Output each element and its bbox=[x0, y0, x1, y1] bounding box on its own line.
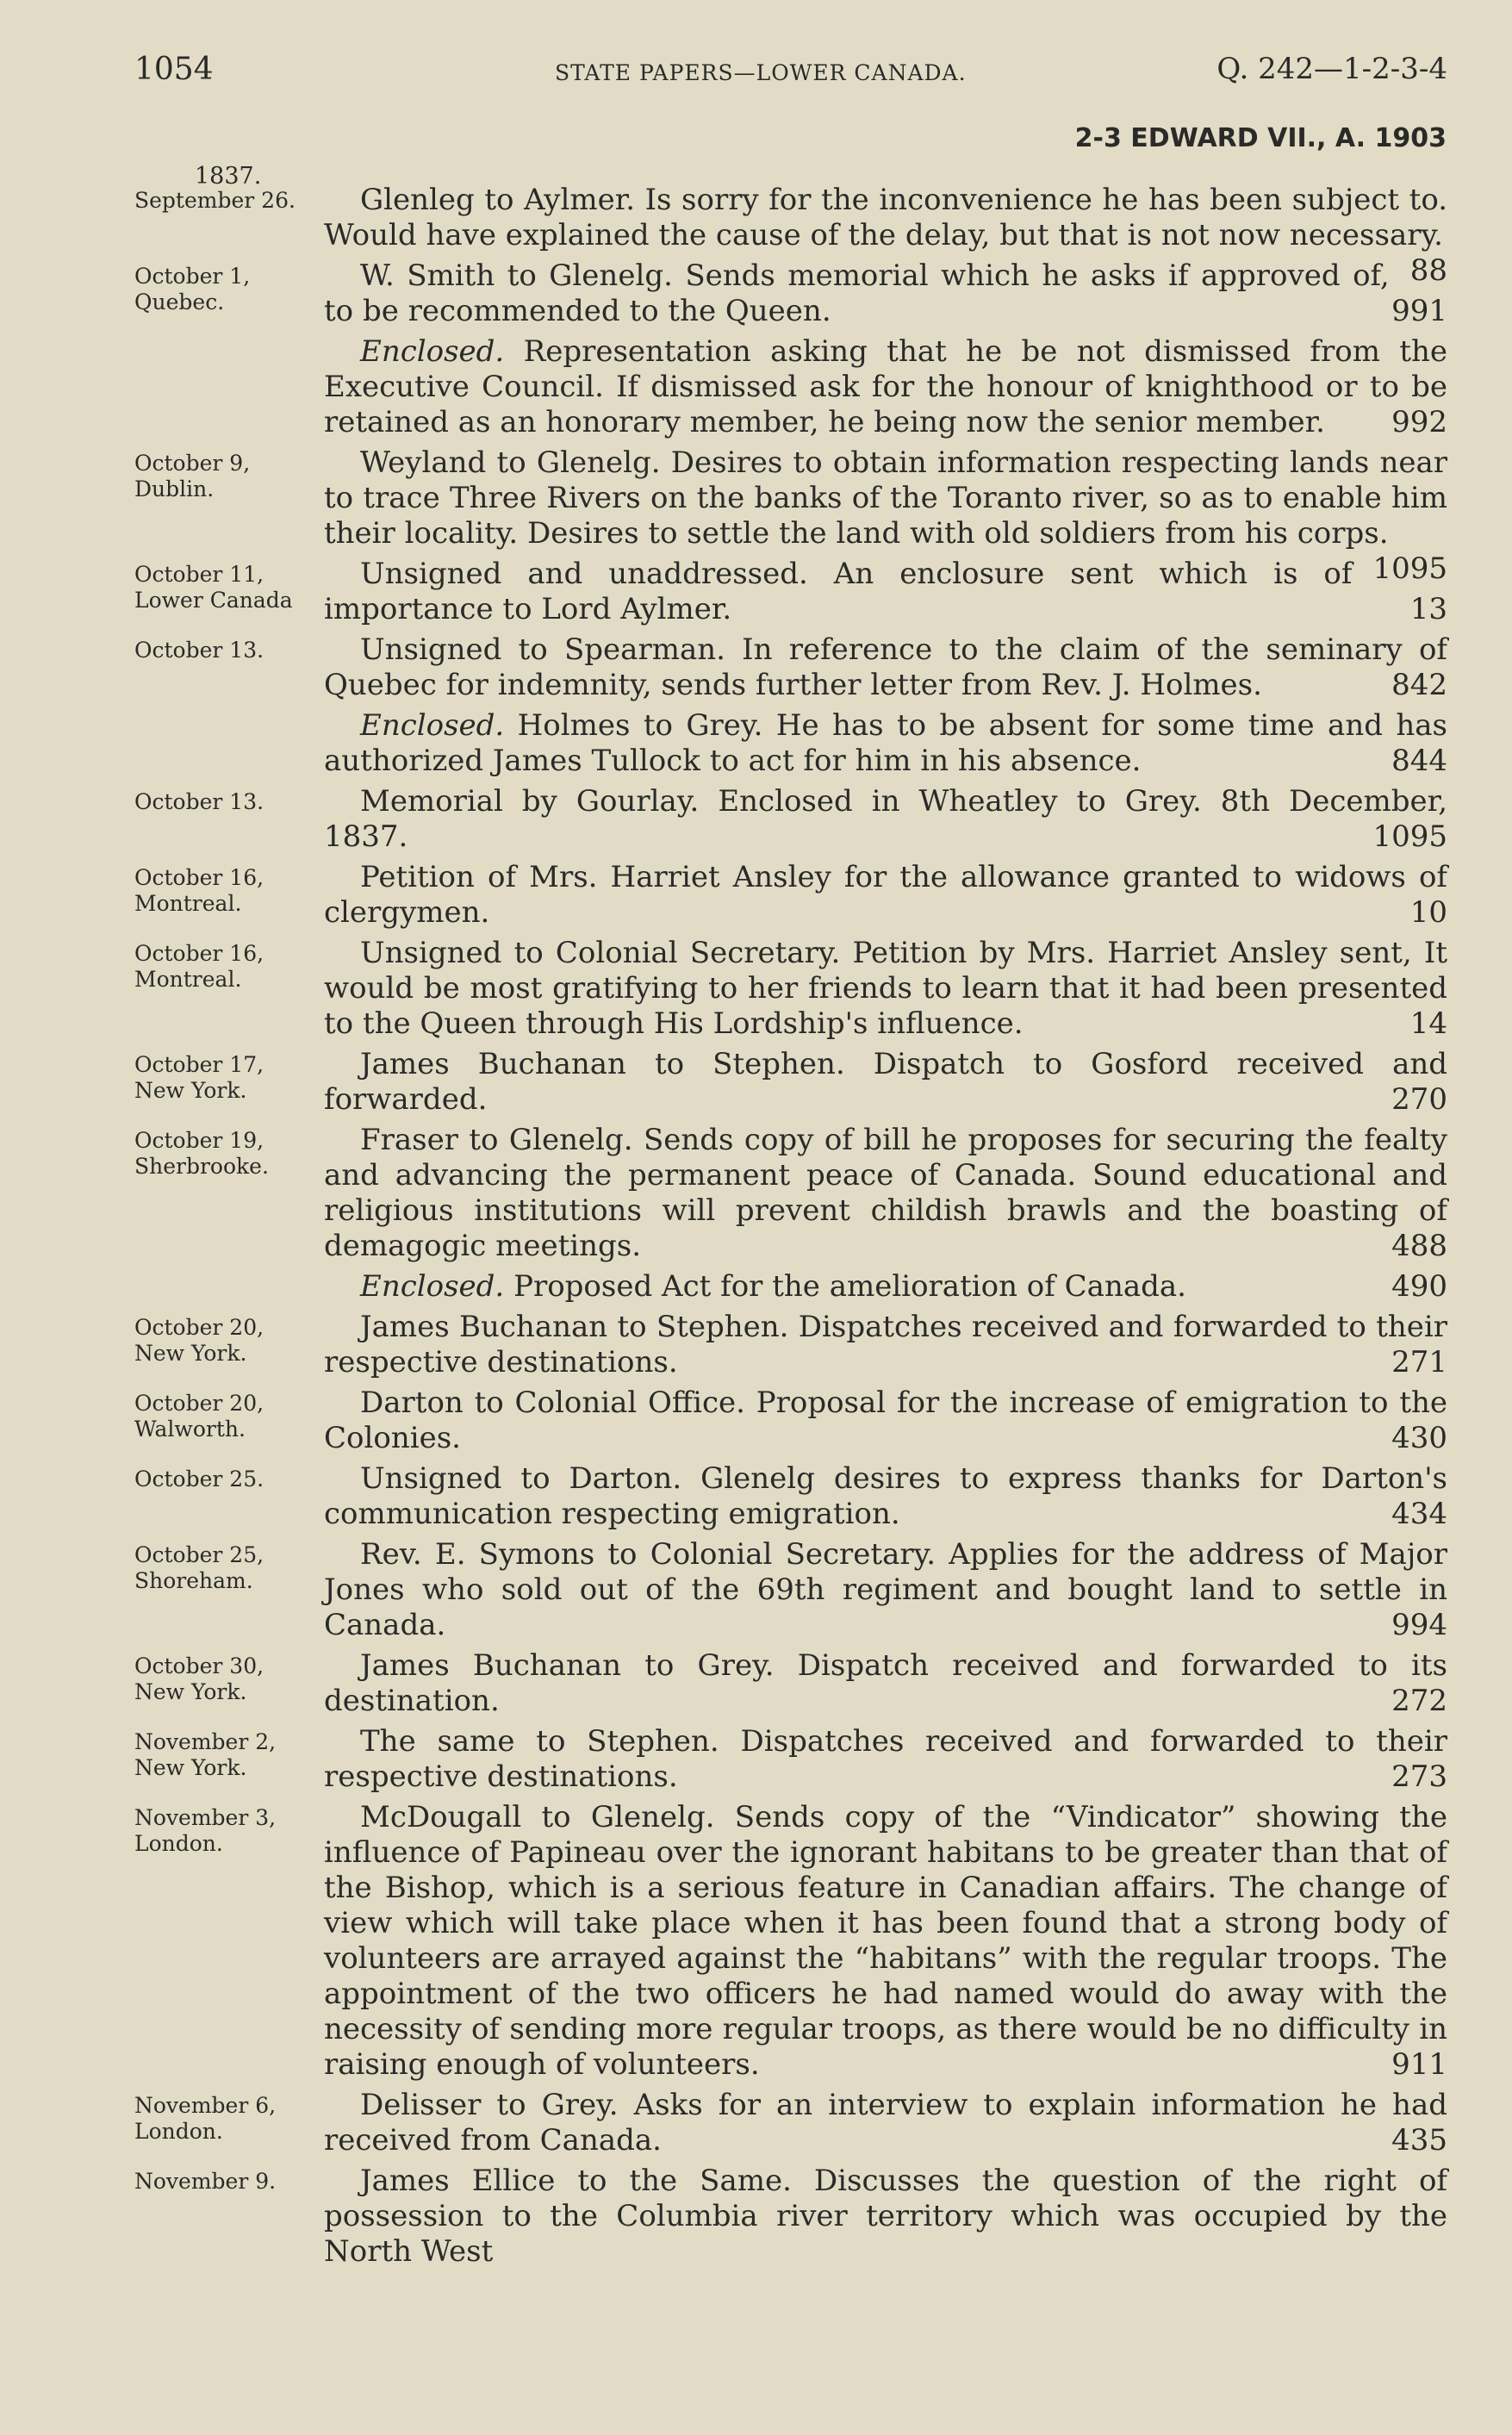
entry-text bbox=[324, 632, 1447, 703]
entry-text bbox=[324, 1800, 1447, 2083]
entry bbox=[134, 1386, 1447, 1456]
entry-page-ref: 844 bbox=[1391, 744, 1447, 778]
entry-date bbox=[134, 562, 315, 613]
entry-lead: Enclosed. bbox=[360, 1269, 514, 1304]
entry-page-ref: 270 bbox=[1391, 1082, 1447, 1117]
entry-date-line: October 13. bbox=[134, 789, 264, 814]
entry-date-line: October 20, bbox=[134, 1315, 264, 1340]
entry-date-line: New York. bbox=[134, 1679, 247, 1704]
entry-body: Glenleg to Aylmer. Is sorry for the inconvenience he has been subject to. Would have explained the cause of the delay, but that is not now necessary. bbox=[324, 183, 1447, 252]
entry-body: Fraser to Glenelg. Sends copy of bill he proposes for securing the fealty and advancing the permanent peace of Canada. Sound educational and religious institutions will prevent childish brawls and the boasting of demagogic meetings. bbox=[324, 1123, 1447, 1263]
entry-date-line: Shoreham. bbox=[134, 1568, 253, 1593]
entry-date-line: October 25. bbox=[134, 1467, 264, 1492]
entry-date bbox=[134, 2169, 315, 2195]
entry bbox=[134, 1537, 1447, 1643]
entry-text bbox=[324, 334, 1447, 440]
year-label: 1837. bbox=[195, 163, 262, 190]
entry-text bbox=[324, 1648, 1447, 1719]
page-number: 1054 bbox=[134, 52, 214, 87]
entry-body: W. Smith to Glenelg. Sends memorial which he asks if approved of, to be recommended to the Queen. bbox=[324, 258, 1390, 328]
volume-reference: Q. 242—1-2-3-4 bbox=[1216, 52, 1447, 86]
entry bbox=[134, 708, 1447, 779]
entry-date-line: October 16, bbox=[134, 865, 264, 890]
entry-page-ref: 272 bbox=[1391, 1684, 1447, 1718]
entry-body: Weyland to Glenelg. Desires to obtain information respecting lands near to trace Three Rivers on the banks of the Toranto river, so as to enable him their locality. Desires to settle the land with old soldiers from his corps. bbox=[324, 445, 1447, 551]
entry-body: The same to Stephen. Dispatches received and forwarded to their respective destinations. bbox=[324, 1724, 1447, 1794]
entry-body: James Ellice to the Same. Discusses the question of the right of possession to the Columbia river territory which was occupied by the North West bbox=[324, 2164, 1447, 2269]
entry-body: McDougall to Glenelg. Sends copy of the “Vindicator” showing the influence of Papineau over the ignorant habitans to be greater than that of the Bishop, which is a serious feature in Canadian affairs. The change of view which will take place when it has been found that a strong body of volunteers are arrayed against the “habitans” with the regular troops. The appointment of the two officers he had named would do away with the necessity of sending more regular troops, as there would be no difficulty in raising enough of volunteers. bbox=[324, 1800, 1447, 2082]
entry bbox=[134, 1310, 1447, 1380]
page-header bbox=[134, 52, 1447, 95]
entry-text bbox=[324, 784, 1447, 855]
entry-body: James Buchanan to Grey. Dispatch received and forwarded to its destination. bbox=[324, 1648, 1447, 1718]
entry-date-line: London. bbox=[134, 1831, 223, 1856]
entry-body: Delisser to Grey. Asks for an interview to explain information he had received from Canada. bbox=[324, 2088, 1447, 2158]
entry-date-line: November 3, bbox=[134, 1805, 277, 1830]
entry-page-ref: 430 bbox=[1391, 1421, 1447, 1455]
entry bbox=[134, 632, 1447, 703]
entry-body: Unsigned to Darton. Glenelg desires to express thanks for Darton's communication respecting emigration. bbox=[324, 1461, 1447, 1531]
entry-text bbox=[324, 557, 1447, 627]
entry-date-line: November 9. bbox=[134, 2169, 277, 2194]
entry-body: Darton to Colonial Office. Proposal for the increase of emigration to the Colonies. bbox=[324, 1386, 1447, 1455]
entry-text bbox=[324, 1269, 1447, 1305]
entry-text bbox=[324, 183, 1447, 288]
entry-date-line: Montreal. bbox=[134, 891, 242, 916]
entry bbox=[134, 2164, 1447, 2270]
entry-date-line: Montreal. bbox=[134, 967, 242, 992]
entry-date-line: November 6, bbox=[134, 2093, 277, 2118]
entry-text bbox=[324, 936, 1447, 1042]
entry-date bbox=[134, 2093, 315, 2145]
entry-lead: Enclosed. bbox=[360, 708, 518, 743]
entry-body: James Buchanan to Stephen. Dispatch to Gosford received and forwarded. bbox=[324, 1047, 1447, 1117]
entry bbox=[134, 334, 1447, 440]
entry-date-line: November 2, bbox=[134, 1729, 277, 1754]
entry-body: Holmes to Grey. He has to be absent for some time and has authorized James Tullock to act for him in his absence. bbox=[324, 708, 1447, 778]
entry-date bbox=[134, 1128, 315, 1180]
entry-text bbox=[324, 445, 1447, 586]
entry bbox=[134, 1461, 1447, 1532]
entry bbox=[134, 258, 1447, 329]
entry-date bbox=[134, 941, 315, 993]
entry-date-line: October 1, bbox=[134, 264, 251, 289]
entry-body: Unsigned to Spearman. In reference to the claim of the seminary of Quebec for indemnity, sends further letter from Rev. J. Holmes. bbox=[324, 632, 1447, 702]
entry bbox=[134, 1269, 1447, 1305]
entry-date-line: October 9, bbox=[134, 451, 251, 476]
entry-page-ref: 911 bbox=[1391, 2047, 1447, 2082]
entry-body: Petition of Mrs. Harriet Ansley for the allowance granted to widows of clergymen. bbox=[324, 860, 1447, 930]
entry-text bbox=[324, 1461, 1447, 1532]
entry-text bbox=[324, 708, 1447, 779]
running-title: STATE PAPERS—LOWER CANADA. bbox=[555, 60, 967, 85]
entry bbox=[134, 1123, 1447, 1264]
entry-date-line: Dublin. bbox=[134, 476, 215, 501]
entry-text bbox=[324, 1537, 1447, 1643]
entry-date-line: October 20, bbox=[134, 1391, 264, 1416]
entry-page-ref: 842 bbox=[1391, 668, 1447, 702]
entry-date bbox=[134, 1052, 315, 1104]
entry-date-line: Lower Canada bbox=[134, 588, 293, 613]
entry-date bbox=[134, 1391, 315, 1442]
entry-date bbox=[134, 789, 315, 815]
entry-date-line: October 30, bbox=[134, 1653, 264, 1678]
entry-text bbox=[324, 1123, 1447, 1264]
entry-date bbox=[134, 1653, 315, 1705]
entry-page-ref: 1095 bbox=[1372, 819, 1447, 854]
entry-text bbox=[324, 1724, 1447, 1795]
entry-date-line: Sherbrooke. bbox=[134, 1154, 269, 1179]
entry-date bbox=[134, 1805, 315, 1857]
entry-body: Rev. E. Symons to Colonial Secretary. Applies for the address of Major Jones who sold out of the 69th regiment and bought land to settle in Canada. bbox=[324, 1537, 1447, 1642]
entry-date-line: London. bbox=[134, 2119, 223, 2144]
entry-body: Unsigned and unaddressed. An enclosure sent which is of importance to Lord Aylmer. bbox=[324, 557, 1353, 626]
entry-page-ref: 14 bbox=[1409, 1006, 1447, 1041]
entry-text bbox=[324, 1047, 1447, 1118]
entry-lead: Enclosed. bbox=[360, 334, 524, 369]
entry-date bbox=[134, 451, 315, 502]
entry-page-ref: 271 bbox=[1391, 1345, 1447, 1379]
entry bbox=[134, 2088, 1447, 2158]
entry-body: Unsigned to Colonial Secretary. Petition by Mrs. Harriet Ansley sent, It would be most gratifying to her friends to learn that it had been presented to the Queen through His Lordship's influence. bbox=[324, 936, 1447, 1041]
entry-text bbox=[324, 1386, 1447, 1456]
entry-body: James Buchanan to Stephen. Dispatches received and forwarded to their respective destinations. bbox=[324, 1310, 1447, 1379]
entry-date-line: New York. bbox=[134, 1341, 247, 1366]
entry-date bbox=[134, 264, 315, 315]
entry bbox=[134, 1648, 1447, 1719]
entry-body: Representation asking that he be not dismissed from the Executive Council. If dismissed ask for the honour of knighthood or to be retained as an honorary member, he being now the senior member. bbox=[324, 334, 1447, 439]
entry bbox=[134, 784, 1447, 855]
entry-page-ref: 1095 bbox=[1372, 551, 1447, 586]
entry-page-ref: 13 bbox=[1409, 592, 1447, 626]
entry bbox=[134, 1047, 1447, 1118]
entry-date-line: October 25, bbox=[134, 1542, 264, 1567]
entry-date bbox=[134, 865, 315, 917]
entry-page-ref: 488 bbox=[1391, 1229, 1447, 1263]
entry-page-ref: 10 bbox=[1409, 895, 1447, 930]
entry-date bbox=[134, 1467, 315, 1492]
entry-page-ref: 991 bbox=[1391, 294, 1447, 328]
entry-date-line: New York. bbox=[134, 1078, 247, 1103]
entry-page-ref: 490 bbox=[1391, 1269, 1447, 1304]
entry-date-line: October 17, bbox=[134, 1052, 264, 1077]
calendar-entries bbox=[134, 183, 1447, 2275]
entry-text bbox=[324, 2088, 1447, 2158]
entry bbox=[134, 557, 1447, 627]
entry bbox=[134, 860, 1447, 931]
entry-date bbox=[134, 1729, 315, 1781]
entry-page-ref: 435 bbox=[1391, 2123, 1447, 2158]
entry bbox=[134, 1800, 1447, 2083]
entry-date-line: September 26. bbox=[134, 188, 296, 213]
entry-text bbox=[324, 860, 1447, 931]
session-label: 2-3 EDWARD VII., A. 1903 bbox=[1074, 123, 1447, 153]
entry-date-line: October 13. bbox=[134, 638, 264, 663]
entry-body: Memorial by Gourlay. Enclosed in Wheatley to Grey. 8th December, 1837. bbox=[324, 784, 1447, 854]
entry bbox=[134, 936, 1447, 1042]
entry-date-line: Quebec. bbox=[134, 290, 225, 314]
entry-date-line: October 16, bbox=[134, 941, 264, 966]
entry bbox=[134, 1724, 1447, 1795]
entry-text bbox=[324, 2164, 1447, 2270]
entry-page-ref: 434 bbox=[1391, 1497, 1447, 1531]
entry-date bbox=[134, 638, 315, 663]
entry-text bbox=[324, 1310, 1447, 1380]
entry-page-ref: 992 bbox=[1391, 405, 1447, 439]
entry-date-line: October 19, bbox=[134, 1128, 264, 1153]
entry-date-line: Walworth. bbox=[134, 1417, 246, 1442]
entry-page-ref: 273 bbox=[1391, 1759, 1447, 1794]
entry-page-ref: 994 bbox=[1391, 1608, 1447, 1642]
entry-date bbox=[134, 1542, 315, 1594]
entry-page-ref: 88 bbox=[1409, 253, 1447, 288]
entry-date-line: New York. bbox=[134, 1755, 247, 1780]
entry-date bbox=[134, 188, 315, 214]
entry-date bbox=[134, 1315, 315, 1367]
entry-text bbox=[324, 258, 1447, 329]
entry-date-line: October 11, bbox=[134, 562, 264, 587]
entry-body: Proposed Act for the amelioration of Canada. bbox=[513, 1269, 1186, 1304]
